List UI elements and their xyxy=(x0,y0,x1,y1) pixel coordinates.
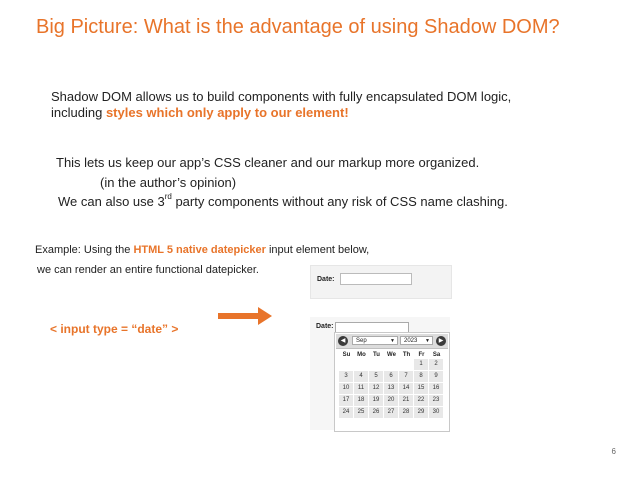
date-input[interactable] xyxy=(340,273,412,285)
intro-line-1: Shadow DOM allows us to build components with fully encapsulated DOM logic, xyxy=(51,89,512,104)
day-cell[interactable]: 21 xyxy=(399,395,413,406)
calendar-popup xyxy=(334,332,450,432)
day-cell[interactable]: 6 xyxy=(384,371,398,382)
day-cell[interactable]: 18 xyxy=(354,395,368,406)
weekday-label: Fr xyxy=(418,352,425,358)
day-cell[interactable]: 25 xyxy=(354,407,368,418)
chevron-down-icon: ▼ xyxy=(390,338,395,344)
empty-day-cell xyxy=(399,359,413,370)
benefit-3-suffix: party components without any risk of CSS name clashing. xyxy=(171,194,508,209)
day-cell[interactable]: 2 xyxy=(429,359,443,370)
calendar-week-row xyxy=(339,383,445,394)
day-cell[interactable]: 13 xyxy=(384,383,398,394)
right-arrow-icon xyxy=(218,306,272,326)
code-snippet: < input type = “date” > xyxy=(50,322,179,336)
day-cell[interactable]: 23 xyxy=(429,395,443,406)
example-suffix: input element below, xyxy=(265,244,370,256)
day-cell[interactable]: 5 xyxy=(369,371,383,382)
benefit-line-2: (in the author’s opinion) xyxy=(100,175,237,190)
example-line-1 xyxy=(35,244,369,256)
benefit-line-3 xyxy=(58,194,508,209)
weekday-label: Th xyxy=(402,352,411,358)
weekday-label: Mo xyxy=(357,352,366,358)
day-cell[interactable]: 3 xyxy=(339,371,353,382)
datepicker-after-screenshot xyxy=(310,317,450,430)
intro-paragraph xyxy=(51,89,511,121)
day-cell[interactable]: 9 xyxy=(429,371,443,382)
calendar-week-row xyxy=(339,395,445,406)
day-cell[interactable]: 15 xyxy=(414,383,428,394)
day-cell[interactable]: 14 xyxy=(399,383,413,394)
slide-title: Big Picture: What is the advantage of using Shadow DOM? xyxy=(36,16,560,38)
date-label: Date: xyxy=(316,323,334,330)
page-number: 6 xyxy=(611,447,616,456)
empty-day-cell xyxy=(354,359,368,370)
calendar-week-row xyxy=(339,371,445,382)
month-select[interactable] xyxy=(352,336,398,345)
example-highlight: HTML 5 native datepicker xyxy=(133,244,266,256)
calendar-week-row xyxy=(339,359,445,370)
day-cell[interactable]: 1 xyxy=(414,359,428,370)
year-value: 2023 xyxy=(404,338,418,344)
empty-day-cell xyxy=(369,359,383,370)
calendar-grid xyxy=(339,352,445,418)
day-cell[interactable]: 11 xyxy=(354,383,368,394)
weekday-header-row xyxy=(339,352,445,358)
day-cell[interactable]: 22 xyxy=(414,395,428,406)
weekday-label: Sa xyxy=(432,352,441,358)
next-month-button[interactable]: ▶ xyxy=(436,336,446,346)
empty-day-cell xyxy=(384,359,398,370)
chevron-down-icon: ▼ xyxy=(425,338,430,344)
day-cell[interactable]: 7 xyxy=(399,371,413,382)
day-cell[interactable]: 30 xyxy=(429,407,443,418)
day-cell[interactable]: 8 xyxy=(414,371,428,382)
day-cell[interactable]: 26 xyxy=(369,407,383,418)
weekday-label: We xyxy=(387,352,396,358)
day-cell[interactable]: 24 xyxy=(339,407,353,418)
date-label: Date: xyxy=(317,276,335,283)
day-cell[interactable]: 28 xyxy=(399,407,413,418)
day-cell[interactable]: 20 xyxy=(384,395,398,406)
weekday-label: Tu xyxy=(373,352,380,358)
year-select[interactable] xyxy=(400,336,433,345)
calendar-week-row xyxy=(339,407,445,418)
weekday-label: Su xyxy=(342,352,351,358)
intro-line-2-prefix: including xyxy=(51,105,106,120)
prev-month-button[interactable]: ◀ xyxy=(338,336,348,346)
benefit-3-prefix: We can also use 3 xyxy=(58,194,165,209)
day-cell[interactable]: 29 xyxy=(414,407,428,418)
intro-highlight: styles which only apply to our element! xyxy=(105,105,349,120)
example-line-2: we can render an entire functional datepicker. xyxy=(37,264,259,276)
calendar-header xyxy=(336,334,448,349)
day-cell[interactable]: 16 xyxy=(429,383,443,394)
example-prefix: Example: Using the xyxy=(35,244,134,256)
empty-day-cell xyxy=(339,359,353,370)
intro-line-2 xyxy=(51,105,511,121)
month-value: Sep xyxy=(356,338,367,344)
calendar-weeks xyxy=(339,359,445,418)
day-cell[interactable]: 10 xyxy=(339,383,353,394)
day-cell[interactable]: 19 xyxy=(369,395,383,406)
day-cell[interactable]: 17 xyxy=(339,395,353,406)
day-cell[interactable]: 12 xyxy=(369,383,383,394)
day-cell[interactable]: 27 xyxy=(384,407,398,418)
benefit-3-sup: rd xyxy=(164,192,172,201)
datepicker-before-screenshot xyxy=(310,265,452,299)
benefit-line-1: This lets us keep our app’s CSS cleaner and our markup more organized. xyxy=(56,155,480,170)
day-cell[interactable]: 4 xyxy=(354,371,368,382)
